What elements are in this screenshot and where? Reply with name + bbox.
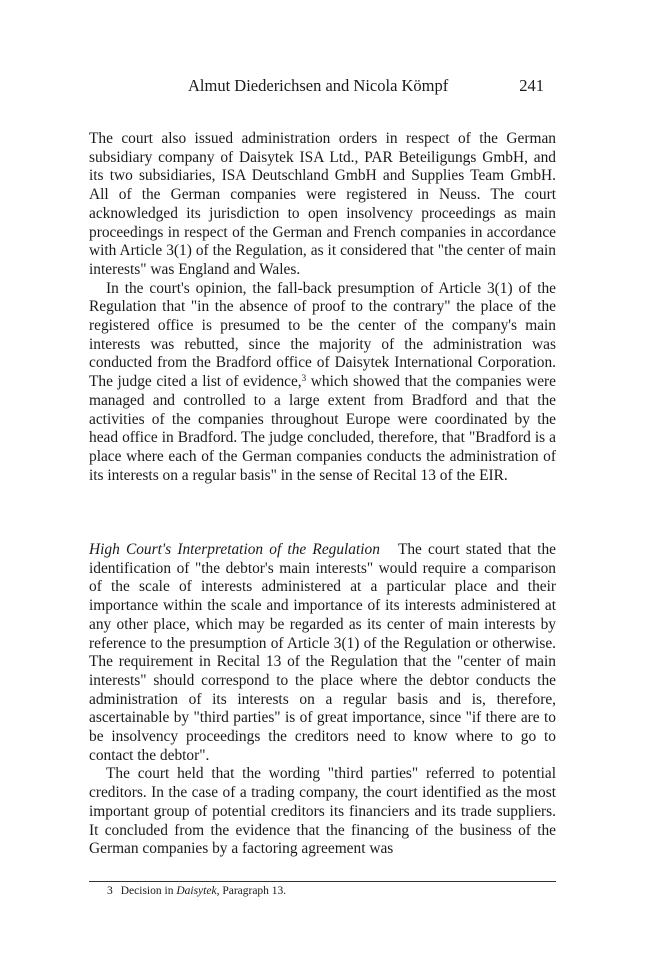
paragraph-2-text-b: which showed that the companies were managed and controlled to a large extent from Bradford and that the activities of the companies throughout Europe were coordinated by the head office in Bradford. The judge concluded, therefore, that "Bradford is a place where each of the German companies conducts the administration of its interests on a regular basis" in the sense of Recital 13 of the EIR. xyxy=(89,373,556,484)
footnote-reference: 3 xyxy=(301,373,307,384)
footnote-number: 3 xyxy=(107,885,113,897)
header-authors: Almut Diederichsen and Nicola Kömpf xyxy=(188,76,449,95)
section-heading: High Court's Interpretation of the Regulation xyxy=(89,541,380,558)
page-number: 241 xyxy=(519,76,544,95)
paragraph-1: The court also issued administration orders in respect of the German subsidiary company of Daisytek ISA Ltd., PAR Beteiligungs GmbH, and its two subsidiaries, ISA Deutschland GmbH and Supplies Team GmbH. All of the German companies were registered in Neuss. The court acknowledged its jurisdiction to open insolvency proceedings as main proceedings in respect of the German and French companies in accordance with Article 3(1) of the Regulation, as it considered that "the center of main interests" was England and Wales. xyxy=(89,130,556,278)
paragraph-2-text-a: In the court's opinion, the fall-back presumption of Article 3(1) of the Regulation that "in the absence of proof to the contrary" the place of the registered office is presumed to be the center of the company's main interests was rebutted, since the majority of the administration was conducted from the Bradford office of Daisytek International Corporation. The judge cited a list of evidence, xyxy=(89,279,556,391)
body-section-2 xyxy=(89,541,556,859)
footnote-text-b: , Paragraph 13. xyxy=(216,885,287,897)
footnote-rule xyxy=(89,881,556,882)
paragraph-3 xyxy=(89,541,556,765)
paragraph-3-text: The court stated that the identification of "the debtor's main interests" would require a comparison of the scale of interests administered at a particular place and their importance within the scale and importance of its interests administered at any other place, which may be regarded as its center of main interests by reference to the presumption of Article 3(1) of the Regulation or otherwise. The requirement in Recital 13 of the Regulation that the "center of main interests" should correspond to the place where the debtor conducts the administration of its interests on a regular basis and is, therefore, ascertainable by "third parties" is of great importance, since "if there are to be insolvency proceedings the creditors need to know where to go to contact the debtor". xyxy=(89,541,556,764)
paragraph-4: The court held that the wording "third parties" referred to potential creditors. In the case of a trading company, the court identified as the most important group of potential creditors its financiers and its trade suppliers. It concluded from the evidence that the financing of the business of the German companies by a factoring agreement was xyxy=(89,765,556,858)
footnote-case-name: Daisytek xyxy=(176,885,217,897)
footnote-text-a: Decision in xyxy=(120,885,177,897)
footnote xyxy=(107,884,286,898)
paragraph-2 xyxy=(89,280,556,486)
body-section-1 xyxy=(89,130,556,485)
